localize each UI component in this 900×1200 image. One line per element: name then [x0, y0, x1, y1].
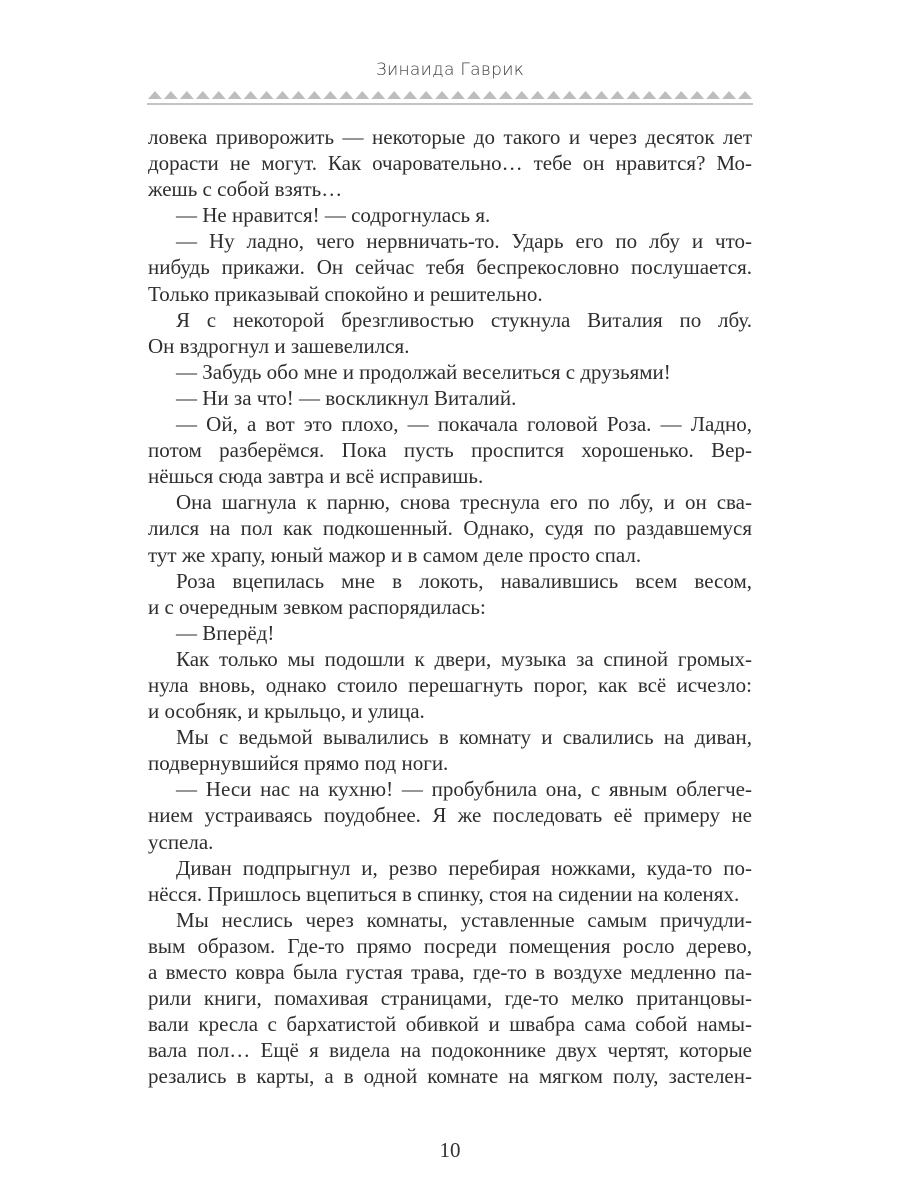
text-line: вали кресла с бархатистой обивкой и швабра сама собой намы- [148, 1012, 752, 1037]
paragraph [148, 855, 752, 907]
paragraph [148, 776, 752, 854]
text-line: успела. [148, 829, 214, 854]
text-line: — Ну ладно, чего нервничать-то. Ударь его по лбу и что- [176, 229, 752, 254]
page-number: 10 [439, 1138, 461, 1162]
text-line: лился на пол как подкошенный. Однако, судя по раздавшемуся [148, 516, 752, 541]
text-line: дорасти не могут. Как очаровательно… тебе он нравится? Мо- [148, 151, 752, 176]
text-line: — Неси нас на кухню! — пробубнила она, с явным облегче- [176, 777, 752, 802]
text-line: Роза вцепилась мне в локоть, навалившись всем весом, [176, 568, 752, 593]
text-line: — Вперёд! [176, 620, 275, 645]
paragraph [148, 411, 752, 489]
text-line: и с очередным зевком распорядилась: [148, 594, 486, 619]
text-line: Только приказывай спокойно и решительно. [148, 281, 543, 306]
text-line: Он вздрогнул и зашевелился. [148, 333, 410, 358]
running-head-author: Зинаида Гаврик [375, 60, 525, 80]
paragraph [148, 620, 752, 646]
text-line: Как только мы подошли к двери, музыка за спиной громых- [176, 646, 752, 671]
text-line: нибудь прикажи. Он сейчас тебя беспрекословно послушается. [148, 255, 752, 280]
paragraph [148, 359, 752, 385]
text-line: рили книги, помахивая страницами, где-то мелко пританцовы- [148, 986, 752, 1011]
paragraph [148, 907, 752, 1090]
header-ornament-divider [147, 88, 753, 108]
text-line: Я с некоторой брезгливостью стукнула Виталия по лбу. [176, 307, 752, 332]
body-text [148, 124, 752, 1089]
text-line: подвернувшийся прямо под ноги. [148, 751, 449, 776]
text-line: а вместо ковра была густая трава, где-то в воздухе медленно па- [148, 960, 752, 984]
text-line: резались в карты, а в одной комнате на мягком полу, застелен- [148, 1064, 752, 1089]
text-line: — Забудь обо мне и продолжай веселиться с друзьями! [176, 359, 671, 384]
paragraph [148, 124, 752, 202]
text-line: потом разберёмся. Пока пусть проспится хорошенько. Вер- [148, 438, 752, 463]
paragraph [148, 202, 752, 228]
paragraph [148, 385, 752, 411]
text-line: Она шагнула к парню, снова треснула его по лбу, и он сва- [176, 490, 752, 515]
paragraph [148, 646, 752, 724]
paragraph [148, 307, 752, 359]
text-line: — Не нравится! — содрогнулась я. [176, 203, 491, 228]
text-line: Мы неслись через комнаты, уставленные самым причудли- [176, 907, 752, 932]
text-line: — Ни за что! — воскликнул Виталий. [176, 385, 517, 410]
text-line: жешь с собой взять… [148, 177, 343, 202]
paragraph [148, 568, 752, 620]
text-line: — Ой, а вот это плохо, — покачала головой Роза. — Ладно, [176, 412, 752, 437]
text-line: вала пол… Ещё я видела на подоконнике двух чертят, которые [148, 1038, 752, 1063]
paragraph [148, 724, 752, 776]
text-line: вым образом. Где-то прямо посреди помещения росло дерево, [148, 933, 752, 958]
text-line: Мы с ведьмой вывалились в комнату и свалились на диван, [176, 725, 752, 750]
text-line: Диван подпрыгнул и, резво перебирая ножками, куда-то по- [176, 855, 752, 880]
text-line: тут же храпу, юный мажор и в самом деле просто спал. [148, 542, 642, 567]
paragraph [148, 228, 752, 306]
text-line: нием устраиваясь поудобнее. Я же последовать её примеру не [148, 803, 752, 828]
text-line: нёсся. Пришлось вцепиться в спинку, стоя на сидении на коленях. [148, 881, 740, 906]
text-line: нула вновь, однако стоило перешагнуть порог, как всё исчезло: [148, 672, 752, 697]
paragraph [148, 489, 752, 567]
text-line: нёшься сюда завтра и всё исправишь. [148, 464, 484, 489]
text-line: ловека приворожить — некоторые до такого и через десяток лет [148, 125, 752, 149]
text-line: и особняк, и крыльцо, и улица. [148, 699, 425, 724]
